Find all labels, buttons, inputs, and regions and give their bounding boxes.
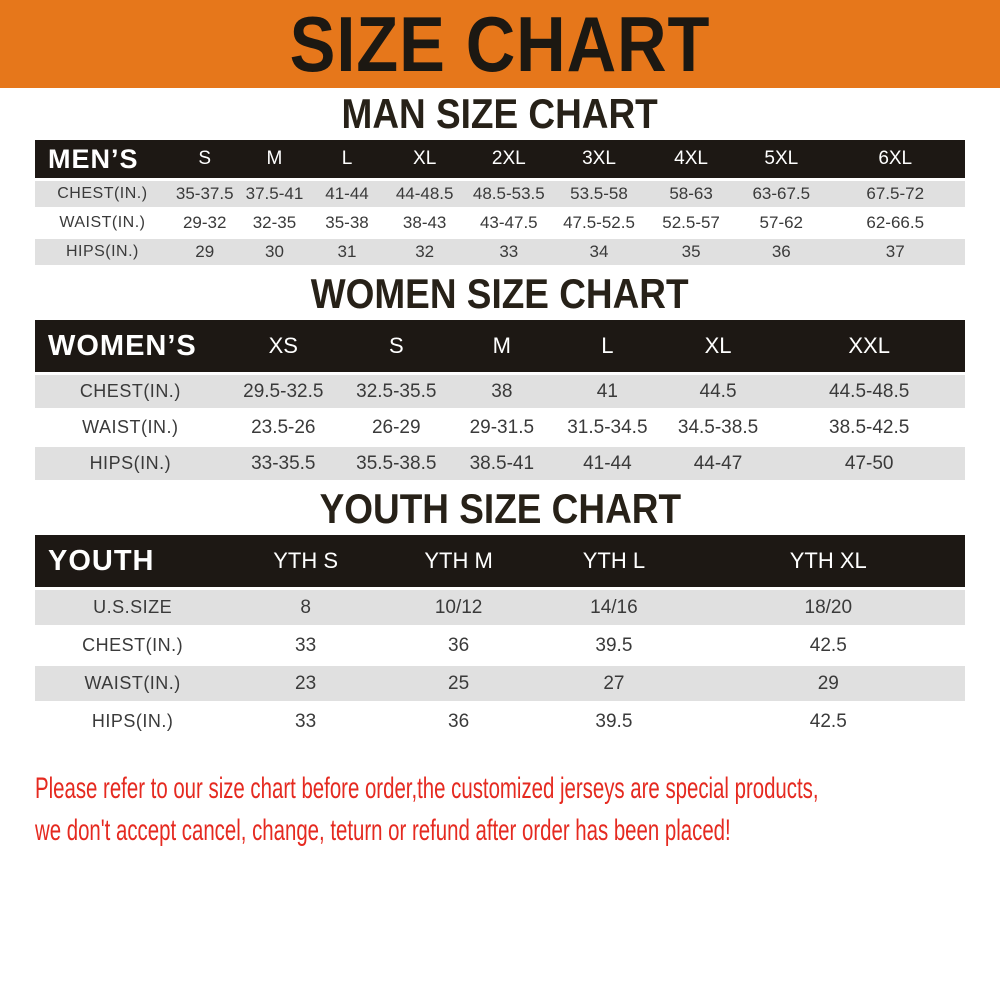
row-label: CHEST(IN.) [35,627,230,665]
table-row [35,374,965,410]
size-value-cell: 32-35 [240,209,310,238]
size-value-cell: 32.5-35.5 [341,374,452,410]
men-section-heading [0,88,1000,140]
table-row [35,446,965,482]
size-value-cell: 23 [230,665,381,703]
size-value-cell: 38.5-42.5 [773,410,965,446]
size-column-header: M [240,140,310,180]
size-value-cell: 42.5 [692,627,965,665]
size-value-cell: 37.5-41 [240,180,310,209]
size-column-header: YTH S [230,535,381,589]
banner-title: SIZE CHART [289,0,711,88]
disclaimer [35,768,1000,852]
women-section [0,268,1000,483]
table-row [35,180,965,209]
table-row [35,589,965,627]
size-value-cell: 29-32 [170,209,240,238]
size-column-header: S [341,320,452,374]
size-value-cell: 10/12 [381,589,536,627]
size-value-cell: 34 [553,238,645,267]
size-value-cell: 67.5-72 [825,180,965,209]
men-size-table [35,140,965,268]
women-size-table [35,320,965,483]
size-value-cell: 35 [645,238,737,267]
size-value-cell: 63-67.5 [737,180,825,209]
size-value-cell: 42.5 [692,703,965,741]
size-value-cell: 38.5-41 [452,446,552,482]
size-value-cell: 35-38 [309,209,384,238]
size-value-cell: 39.5 [536,627,691,665]
size-value-cell: 47-50 [773,446,965,482]
size-value-cell: 44.5 [663,374,774,410]
size-value-cell: 18/20 [692,589,965,627]
size-column-header: 6XL [825,140,965,180]
women-section-heading-text: WOMEN SIZE CHART [311,270,689,317]
size-chart-banner [0,0,1000,88]
size-value-cell: 29 [170,238,240,267]
men-section-heading-text: MAN SIZE CHART [341,90,659,137]
table-header-row [35,535,965,589]
row-label: HIPS(IN.) [35,238,170,267]
size-value-cell: 33 [230,703,381,741]
size-value-cell: 30 [240,238,310,267]
size-column-header: 4XL [645,140,737,180]
table-row [35,238,965,267]
size-value-cell: 25 [381,665,536,703]
disclaimer-line-1: Please refer to our size chart before order,the customized jerseys are special products, [35,772,819,805]
table-row [35,665,965,703]
row-label: WAIST(IN.) [35,209,170,238]
size-value-cell: 35-37.5 [170,180,240,209]
row-label: WAIST(IN.) [35,410,226,446]
men-section [0,88,1000,268]
size-value-cell: 38-43 [385,209,465,238]
size-value-cell: 23.5-26 [226,410,341,446]
youth-section [0,483,1000,742]
table-row [35,410,965,446]
size-value-cell: 36 [381,627,536,665]
size-value-cell: 33 [465,238,553,267]
table-header-row [35,140,965,180]
size-column-header: 2XL [465,140,553,180]
size-column-header: XS [226,320,341,374]
size-column-header: XL [663,320,774,374]
size-value-cell: 32 [385,238,465,267]
youth-section-heading [0,483,1000,535]
row-label: U.S.SIZE [35,589,230,627]
table-row [35,703,965,741]
table-group-label: YOUTH [35,535,230,589]
size-value-cell: 39.5 [536,703,691,741]
size-value-cell: 26-29 [341,410,452,446]
row-label: WAIST(IN.) [35,665,230,703]
youth-section-heading-text: YOUTH SIZE CHART [319,485,681,532]
size-value-cell: 62-66.5 [825,209,965,238]
size-value-cell: 48.5-53.5 [465,180,553,209]
disclaimer-line-2: we don't accept cancel, change, teturn or refund after order has been placed! [35,814,731,847]
size-column-header: YTH M [381,535,536,589]
table-group-label: MEN’S [35,140,170,180]
size-value-cell: 36 [737,238,825,267]
size-column-header: S [170,140,240,180]
size-column-header: 5XL [737,140,825,180]
row-label: CHEST(IN.) [35,374,226,410]
size-column-header: 3XL [553,140,645,180]
size-column-header: L [309,140,384,180]
size-column-header: YTH XL [692,535,965,589]
women-section-heading [0,268,1000,320]
size-value-cell: 52.5-57 [645,209,737,238]
size-value-cell: 47.5-52.5 [553,209,645,238]
size-value-cell: 35.5-38.5 [341,446,452,482]
size-value-cell: 34.5-38.5 [663,410,774,446]
table-row [35,209,965,238]
row-label: CHEST(IN.) [35,180,170,209]
size-value-cell: 44-48.5 [385,180,465,209]
size-value-cell: 31.5-34.5 [552,410,663,446]
size-value-cell: 37 [825,238,965,267]
size-value-cell: 29.5-32.5 [226,374,341,410]
size-value-cell: 57-62 [737,209,825,238]
size-value-cell: 58-63 [645,180,737,209]
size-value-cell: 53.5-58 [553,180,645,209]
size-value-cell: 27 [536,665,691,703]
size-column-header: YTH L [536,535,691,589]
size-value-cell: 44-47 [663,446,774,482]
row-label: HIPS(IN.) [35,703,230,741]
size-value-cell: 8 [230,589,381,627]
table-row [35,627,965,665]
size-value-cell: 43-47.5 [465,209,553,238]
youth-size-table [35,535,965,742]
size-column-header: M [452,320,552,374]
size-value-cell: 29-31.5 [452,410,552,446]
size-value-cell: 31 [309,238,384,267]
size-value-cell: 36 [381,703,536,741]
size-column-header: L [552,320,663,374]
size-column-header: XL [385,140,465,180]
size-value-cell: 44.5-48.5 [773,374,965,410]
size-value-cell: 41-44 [309,180,384,209]
size-value-cell: 29 [692,665,965,703]
size-value-cell: 33-35.5 [226,446,341,482]
row-label: HIPS(IN.) [35,446,226,482]
size-value-cell: 14/16 [536,589,691,627]
table-group-label: WOMEN’S [35,320,226,374]
table-header-row [35,320,965,374]
size-value-cell: 41-44 [552,446,663,482]
size-value-cell: 38 [452,374,552,410]
size-value-cell: 33 [230,627,381,665]
size-column-header: XXL [773,320,965,374]
size-value-cell: 41 [552,374,663,410]
